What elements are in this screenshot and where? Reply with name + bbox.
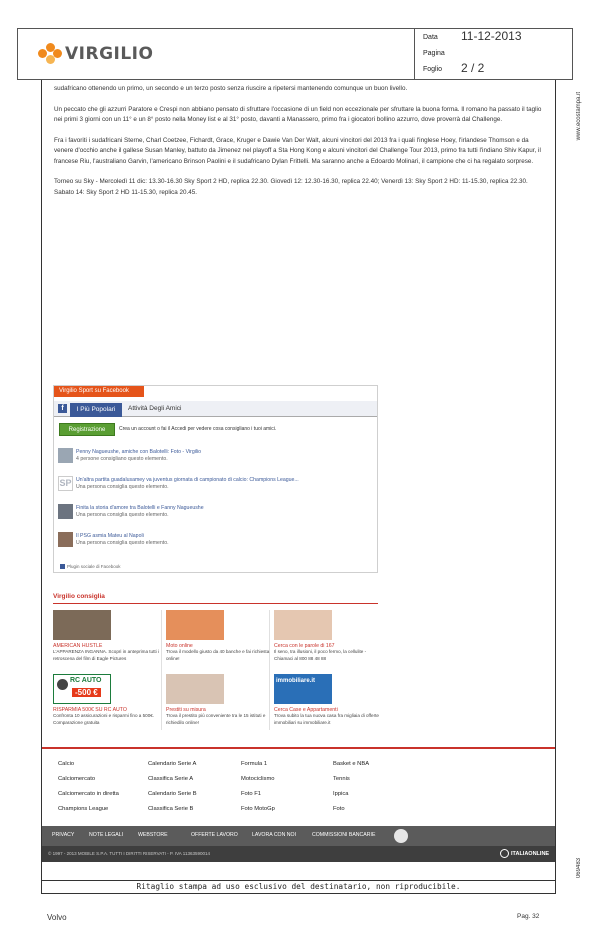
footer-link[interactable]: Foto xyxy=(333,806,345,812)
article-paragraph: Torneo su Sky - Mercoledì 11 dic: 13.30-16.30 Sky Sport 2 HD, replica 22.30. Giovedì 12: 12.30-16.30, replica 22.40; Venerdì 13: Sky Sport 2 HD: 11-15.30, replica 22.30. Sabato 14: Sky Sport 2 HD 11-15.30, replica 20.45. xyxy=(54,178,528,196)
publisher-name: Volvo xyxy=(47,913,67,922)
item-title[interactable]: Il PSG asmia Mateu al Napoli xyxy=(76,533,144,539)
promo-card[interactable] xyxy=(274,674,380,726)
facebook-widget xyxy=(53,385,378,573)
promo-desc: Trova subito la tua nuova casa fra migliaia di offerte immobiliari su immobiliare.it xyxy=(274,713,379,725)
item-subtitle: Una persona consiglia questo elemento. xyxy=(76,540,169,546)
ecostampa-website: www.ecostampa.it xyxy=(576,92,582,141)
document-code: 069483 xyxy=(576,858,582,879)
promo-desc: Trova il modello giusto da 40 banche e fai richiesta online! xyxy=(166,649,270,661)
fb-plugin-credit xyxy=(60,564,121,569)
footer-link[interactable]: Champions League xyxy=(58,806,109,812)
footer-link[interactable]: Motociclismo xyxy=(241,776,275,782)
promo-image[interactable] xyxy=(274,610,332,640)
thumbnail xyxy=(58,504,73,519)
list-item[interactable] xyxy=(58,448,373,470)
sp-thumbnail-icon: SP xyxy=(58,476,73,491)
promo-title[interactable]: Prestiti su misura xyxy=(166,707,206,713)
footer-link[interactable]: Foto MotoGp xyxy=(241,806,275,812)
meta-value: 2 / 2 xyxy=(461,61,485,75)
meta-pagina xyxy=(423,45,573,61)
footer-links xyxy=(42,747,555,825)
meta-value: 11-12-2013 xyxy=(461,29,522,43)
copyright-text: © 1997 - 2013 MOBILE S.P.A. TUTTI I DIRITTI RISERVATI - P. IVA 11363590014 xyxy=(48,851,210,856)
footer-nav-bar xyxy=(42,826,555,846)
footer-link[interactable]: Ippica xyxy=(333,791,349,797)
footer-nav-link[interactable]: PRIVACY xyxy=(52,832,75,838)
clipping-frame xyxy=(41,80,556,880)
promo-image[interactable] xyxy=(53,610,111,640)
article-paragraph: Un peccato che gli azzurri Paratore e Crespi non abbiano pensato di sfruttare l'occasione di un field non eccezionale per sfruttare la buona forma. Il romano ha passato il taglio nei primi 3 giorni con un 11° e un 8° posto nella Money list e al 31° posto, davanti a Manassero, primo fra i giocatori bollino azzurro, dove proverrà dal Challenge. xyxy=(54,105,542,123)
promo-card[interactable] xyxy=(53,674,159,726)
list-item[interactable] xyxy=(58,476,373,498)
footer-link[interactable]: Calendario Serie B xyxy=(148,791,197,797)
item-subtitle: 4 persone consigliano questo elemento. xyxy=(76,456,168,462)
document-header xyxy=(17,28,573,80)
rc-auto-banner[interactable] xyxy=(53,674,111,704)
facebook-small-icon xyxy=(60,564,65,569)
thumbnail xyxy=(58,532,73,547)
list-item[interactable] xyxy=(58,504,373,526)
footer-nav-link[interactable]: NOTE LEGALI xyxy=(89,832,124,838)
links-column xyxy=(333,761,369,821)
promo-image[interactable] xyxy=(166,674,224,704)
footer-link[interactable]: Tennis xyxy=(333,776,350,782)
virgilio-mark-icon xyxy=(38,43,62,65)
fb-tabs xyxy=(54,401,377,417)
promo-title[interactable]: Cerca con le parole di 167 xyxy=(274,643,335,649)
meta-label: Foglio xyxy=(423,66,443,73)
fb-widget-title: Virgilio Sport su Facebook xyxy=(54,386,144,397)
rc-auto-label: RC AUTO xyxy=(70,677,102,684)
footer-link[interactable]: Foto F1 xyxy=(241,791,261,797)
meta-label: Pagina xyxy=(423,50,445,57)
footer-nav-link[interactable]: WEBSTORE xyxy=(138,832,168,838)
promo-title[interactable]: Moto online xyxy=(166,643,193,649)
promo-image[interactable] xyxy=(166,610,224,640)
promo-card[interactable] xyxy=(166,674,272,726)
promo-card[interactable] xyxy=(166,610,272,662)
article-paragraph: Fra i favoriti i sudafricani Sterne, Charl Coetzee, Fichardt, Grace, Kruger e Dawie Van Der Walt, alcuni vincitori del 2013 fra i quali l'inglese Hoey, l'irlandese Thomson e da venere d'occhio anche il gallese Susan Manley, battuto da Jimenez nel playoff a Sta Hong Kong e alcuni vincitori del Challenge Tour 2013, primo fra tutti l'indiano Shiv Kapur, il francese Riu, l'australiano Garvin, l'americano Brinson Paolini e il sudafricano Dylan Frittelli. Ma saranno anche a Edoardo Molinari, il campione che ci ha regalato sorprese. xyxy=(54,136,541,165)
promo-desc: Trova il prestito più conveniente tra le 15 istituti e richiedilo online! xyxy=(166,713,266,725)
rc-auto-price: -500 € xyxy=(72,688,101,697)
item-subtitle: Una persona consiglia questo elemento. xyxy=(76,484,169,490)
promo-desc: L'APPARENZA INGANNA. Scopri in anteprima tutti i retroscena del film di Eagle Pictures xyxy=(53,649,159,661)
promo-desc: Il seno, tra illusioni, il poco fermo, la cellulite - Chiamaci al 800 88 48 88 xyxy=(274,649,367,661)
meta-label: Data xyxy=(423,34,438,41)
promo-card[interactable] xyxy=(274,610,380,662)
badge-icon[interactable] xyxy=(394,829,408,843)
item-title[interactable]: Penny Nagueushe, amiche con Balotelli: Foto - Virgilio xyxy=(76,449,202,455)
footer-link[interactable]: Classifica Serie A xyxy=(148,776,194,782)
register-button[interactable]: Registrazione xyxy=(59,423,115,436)
virgilio-logo xyxy=(38,43,153,65)
copyright-bar xyxy=(42,846,555,862)
car-icon xyxy=(57,679,68,690)
footer-link[interactable]: Calciomercato xyxy=(58,776,96,782)
links-column xyxy=(58,761,119,821)
footer-link[interactable]: Basket e NBA xyxy=(333,761,370,767)
header-meta xyxy=(423,29,573,77)
meta-data xyxy=(423,29,573,45)
tab-friends-activity[interactable]: Attività Degli Amici xyxy=(128,405,182,412)
section-title: Virgilio consiglia xyxy=(53,593,378,604)
reproduction-notice: Ritaglio stampa ad uso esclusivo del destinatario, non riproducibile. xyxy=(41,880,556,894)
footer-nav-link[interactable]: LAVORA CON NOI xyxy=(252,832,297,838)
promo-title[interactable]: RISPARMIA 500€ SU RC AUTO xyxy=(53,707,127,713)
meta-foglio xyxy=(423,61,573,77)
plugin-label: Plugin sociale di Facebook xyxy=(67,564,121,569)
footer-link[interactable]: Calciomercato in diretta xyxy=(58,791,119,797)
item-title[interactable]: Un'altra partita guadalusamey va juventus giornata di campionato di calcio: Champions League... xyxy=(76,477,299,483)
page-number: Pag. 32 xyxy=(517,913,540,920)
links-column xyxy=(148,761,197,821)
item-subtitle: Una persona consiglia questo elemento. xyxy=(76,512,169,518)
register-hint: Crea un account o fai il Accedi per vedere cosa consigliano i tuoi amici. xyxy=(119,426,277,432)
italiaonline-logo xyxy=(500,849,549,858)
promo-title[interactable]: Cerca Case e Appartamenti xyxy=(274,707,338,713)
divider xyxy=(161,610,162,730)
footer-nav-link[interactable]: COMMISSIONI BANCARIE xyxy=(312,832,376,838)
article-paragraph: sudafricano ottenendo un primo, un secondo e un terzo posto senza riuscire a ripetersi mantenendo comunque un buon livello. xyxy=(54,85,408,92)
promo-card[interactable] xyxy=(53,610,159,662)
immobiliare-logo[interactable]: immobiliare.it xyxy=(274,674,332,704)
virgilio-consiglia xyxy=(53,593,378,734)
cards-grid xyxy=(53,604,378,734)
thumbnail xyxy=(58,448,73,463)
links-column xyxy=(241,761,275,821)
article-body xyxy=(54,84,544,208)
italiaonline-label: ITALIAONLINE xyxy=(511,850,550,857)
footer-link[interactable]: Calcio xyxy=(58,761,75,767)
list-item[interactable] xyxy=(58,532,373,554)
facebook-icon: f xyxy=(58,404,67,413)
footer-link[interactable]: Formula 1 xyxy=(241,761,268,767)
brand-name: VIRGILIO xyxy=(65,44,154,64)
tab-popular[interactable]: I Più Popolari xyxy=(70,403,122,417)
promo-desc: Confronta 10 assicurazioni e risparmi fino a 500€. Comparazione gratuita xyxy=(53,713,155,725)
italiaonline-icon xyxy=(500,849,509,858)
item-title[interactable]: Finita la storia d'amore tra Balotelli e Fanny Nagueushe xyxy=(76,505,204,511)
logo-cell xyxy=(18,29,415,79)
promo-title[interactable]: AMERICAN HUSTLE xyxy=(53,643,103,649)
footer-nav-link[interactable]: OFFERTE LAVORO xyxy=(191,832,238,838)
footer-link[interactable]: Calendario Serie A xyxy=(148,761,197,767)
footer-link[interactable]: Classifica Serie B xyxy=(148,806,194,812)
